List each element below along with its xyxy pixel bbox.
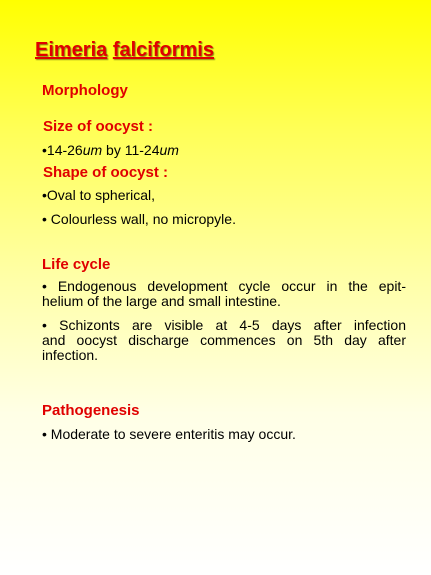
- life-cycle-paragraph-2: • Schizonts are visible at 4-5 days after infection and oocyst discharge commences on 5th day after infection.: [42, 317, 406, 363]
- page-title: [35, 39, 214, 62]
- morphology-heading: Morphology: [42, 82, 128, 99]
- life-cycle-heading: Life cycle: [42, 256, 111, 273]
- shape-item-2: • Colourless wall, no micropyle.: [42, 211, 236, 227]
- size-of-oocyst-value: •14-26um by 11-24um: [42, 142, 179, 158]
- title-genus: Eimeria: [35, 39, 108, 61]
- title-species: falciformis: [112, 39, 214, 61]
- shape-of-oocyst-heading: Shape of oocyst :: [43, 164, 169, 181]
- shape-item-1: •Oval to spherical,: [42, 187, 156, 203]
- pathogenesis-heading: Pathogenesis: [42, 402, 140, 419]
- life-cycle-paragraph-1: • Endogenous development cycle occur in the epit- helium of the large and small intestine.: [42, 278, 406, 309]
- pathogenesis-item: • Moderate to severe enteritis may occur.: [42, 426, 296, 442]
- size-of-oocyst-heading: Size of oocyst :: [43, 118, 154, 135]
